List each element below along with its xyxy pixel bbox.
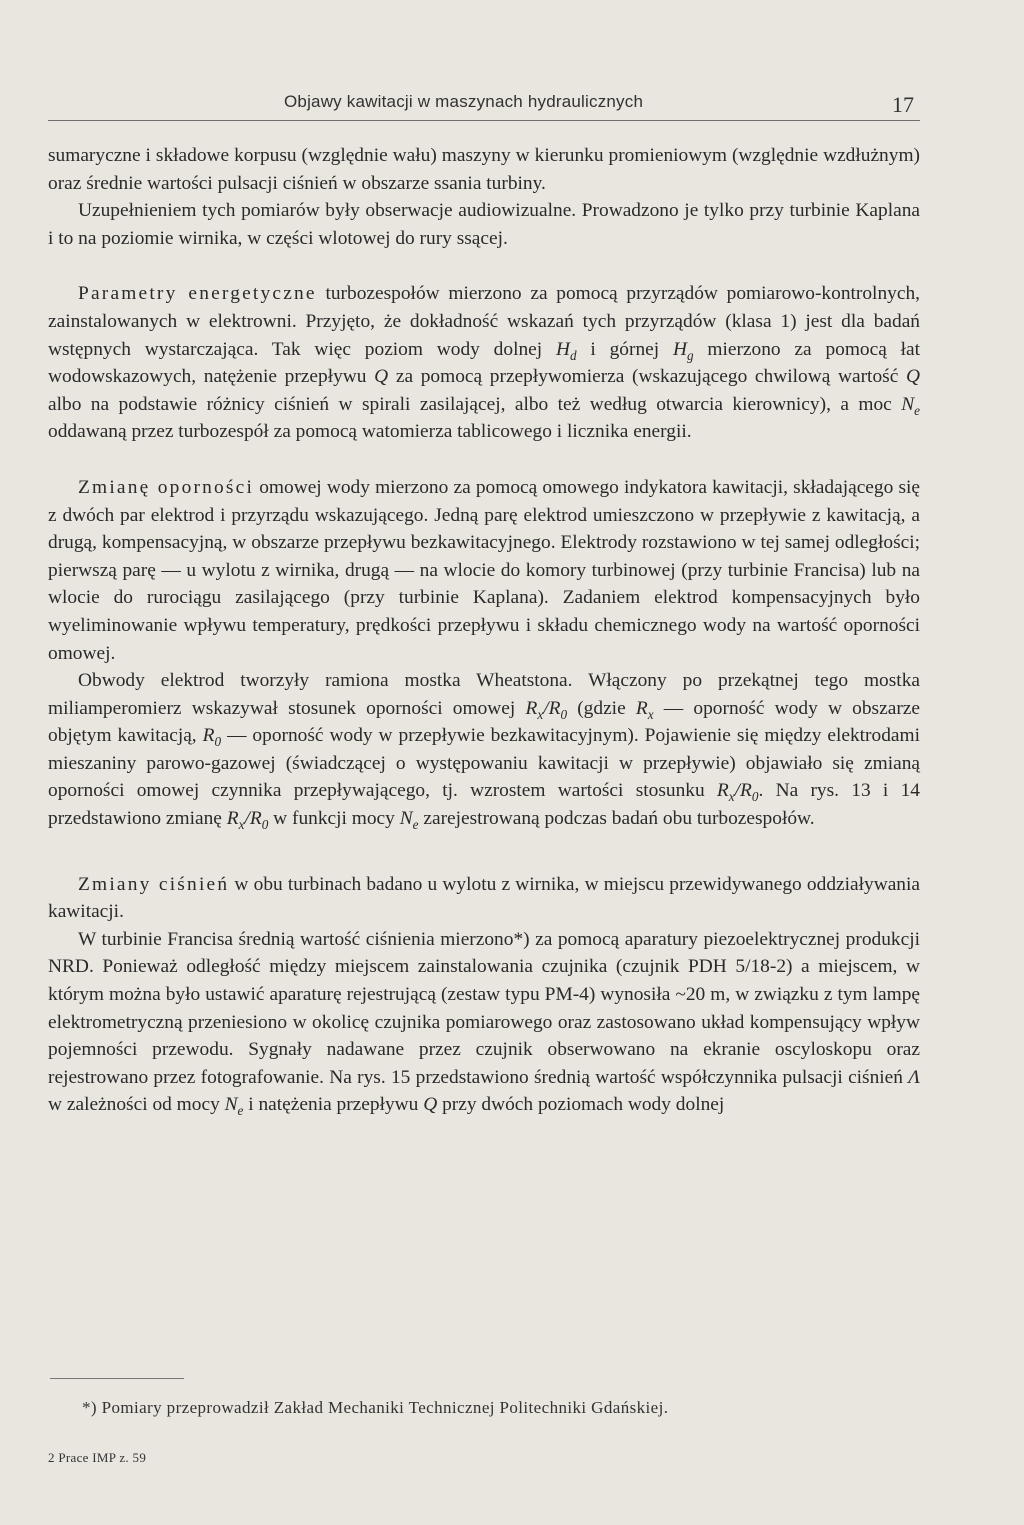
symbol-base: R: [226, 808, 239, 830]
text-run: i górnej: [576, 338, 673, 360]
symbol-subscript: 0: [560, 706, 568, 722]
symbol-ratio: [525, 697, 568, 722]
symbol-base: R: [716, 780, 729, 802]
text-run: . Na rys. 13 i 14 przedstawiono zmianę: [48, 780, 920, 830]
paragraph-6-lead: Zmiany ciśnień: [78, 873, 230, 895]
text-run: w obu turbinach badano u wylotu z wirnika, w miejscu przewidywanego oddziaływania kawitacji.: [48, 873, 920, 923]
body-text: [48, 142, 920, 1119]
paragraph-5: [48, 667, 920, 833]
text-run: Obwody elektrod tworzyły ramiona mostka Wheatstona. Włączony po przekątnej tego mostka miliamperomierz wskazywał stosunek oporności omowej: [48, 670, 920, 719]
text-run: omowej wody mierzono za pomocą omowego indykatora kawitacji, składającego się z dwóch par elektrod i przyrządu wskazującego. Jedną parę elektrod umieszczono w przepływie z kawitacją, a drugą, kompensacyjną, w obszarze przepływu bezkawitacyjnego. Elektrody rozstawiono w tej samej odległości; pierwszą parę — u wylotu z wirnika, drugą — na wlocie do komory turbinowej (przy turbinie Francisa) lub na wlocie do rurociągu zasilającego (przy turbinie Kaplana). Zadaniem elektrod kompensacyjnych było wyeliminowanie wpływu temperatury, prędkości przepływu i składu chemicznego wody na wartość oporności omowej.: [48, 476, 921, 664]
paragraph-1: sumaryczne i składowe korpusu (względnie wału) maszyny w kierunku promieniowym (względnie wzdłużnym) oraz średnie wartości pulsacji ciśnień w obszarze ssania turbiny.: [48, 145, 920, 194]
symbol-subscript: e: [412, 816, 419, 832]
symbol-subscript: x: [728, 789, 735, 805]
symbol-subscript: e: [237, 1103, 244, 1119]
paragraph-3: [48, 280, 920, 446]
paragraph-7: [48, 926, 920, 1119]
symbol-rx: [635, 697, 654, 722]
running-title: Objawy kawitacji w maszynach hydraulicznych: [284, 92, 644, 111]
symbol-ratio: [226, 808, 269, 832]
symbol-base: /R: [734, 780, 752, 802]
text-run: przy dwóch poziomach wody dolnej: [437, 1094, 725, 1116]
symbol-base: R: [525, 697, 538, 719]
paragraph-3-lead: Parametry energetyczne: [78, 283, 317, 305]
text-run: W turbinie Francisa średnią wartość ciśnienia mierzono*) za pomocą aparatury piezoelektrycznej produkcji NRD. Ponieważ odległość między miejscem zainstalowania czujnika (czujnik PDH 5/18-2) a miejscem, w którym można było ustawić aparaturę rejestrującą (zestaw typu PM-4) wynosiła ~20 m, w związku z tym lampę elektrometryczną przeniesiono w okolicę czujnika pomiarowego oraz zastosowano układ kompensujący wpływ pojemności przewodu. Sygnały nadawane przez czujnik obserwowano na ekranie oscyloskopu oraz rejestrowano przez fotografowanie. Na rys. 15 przedstawiono średnią wartość współczynnika pulsacji ciśnień: [48, 928, 920, 1088]
text-run: oddawaną przez turbozespół za pomocą watomierza tablicowego i licznika energii.: [48, 421, 692, 443]
text-run: mierzono za pomocą łat wodowskazowych, natężenie przepływu: [48, 338, 921, 388]
text-run: za pomocą przepływomierza (wskazującego chwilową wartość: [388, 366, 906, 388]
symbol-base: /R: [543, 697, 561, 719]
symbol-q: Q: [374, 366, 389, 388]
text-run: — oporność wody w obszarze objętym kawitacją,: [48, 697, 920, 747]
symbol-ratio: [716, 780, 759, 805]
symbol-base: R: [635, 697, 648, 719]
symbol-subscript: x: [647, 706, 654, 722]
symbol-ne: [901, 393, 920, 418]
text-run: i natężenia przepływu: [243, 1094, 424, 1116]
symbol-subscript: d: [569, 347, 577, 363]
symbol-subscript: g: [686, 347, 694, 363]
symbol-subscript: e: [914, 402, 920, 418]
paragraph-6: [48, 871, 920, 926]
text-run: — oporność wody w przepływie bezkawitacyjnym). Pojawienie się między elektrodami mieszaniny parowo-gazowej (świadczącej o występowaniu kawitacji w przepływie) objawiało się zmianą oporności omowej czynnika przepływającego, tj. wzrostem wartości stosunku: [48, 725, 920, 802]
symbol-subscript: 0: [214, 734, 222, 750]
symbol-base: R: [202, 725, 215, 747]
paragraph-2: Uzupełnieniem tych pomiarów były obserwacje audiowizualne. Prowadzono je tylko przy turbinie Kaplana i to na poziomie wirnika, w części wlotowej do rury ssącej.: [48, 200, 920, 249]
text-run: albo na podstawie różnicy ciśnień w spirali zasilającej, albo też według otwarcia kierownicy), a moc: [48, 393, 902, 415]
symbol-base: H: [672, 338, 687, 360]
symbol-hd: [555, 338, 577, 363]
symbol-base: H: [555, 338, 570, 360]
footnote-rule: [50, 1378, 184, 1379]
symbol-ne: [224, 1094, 244, 1119]
text-run: zarejestrowaną podczas badań obu turbozespołów.: [418, 808, 815, 830]
printer-signature: 2 Prace IMP z. 59: [48, 1450, 147, 1465]
symbol-hg: [672, 338, 694, 363]
symbol-ne: [399, 808, 419, 832]
symbol-q: Q: [423, 1094, 438, 1116]
symbol-subscript: 0: [751, 789, 759, 805]
footnote: *) Pomiary przeprowadził Zakład Mechaniki Technicznej Politechniki Gdańskiej.: [82, 1398, 669, 1417]
paragraph-4: [48, 474, 920, 667]
text-run: w funkcji mocy: [268, 808, 400, 830]
paragraph-4-lead: Zmianę oporności: [78, 476, 255, 498]
symbol-subscript: x: [238, 816, 245, 832]
text-run: turbozespołów mierzono za pomocą przyrządów pomiarowo-kontrolnych, zainstalowanych w elektrowni. Przyjęto, że dokładność wskazań tych przyrządów (klasa 1) jest dla badań wstępnych wystarczająca. Tak więc poziom wody dolnej: [48, 283, 920, 360]
symbol-subscript: 0: [261, 816, 269, 832]
symbol-base: N: [224, 1094, 238, 1116]
page-number: 17: [892, 92, 914, 117]
symbol-base: N: [901, 393, 915, 415]
symbol-base: N: [399, 808, 413, 830]
symbol-lambda: Λ: [908, 1066, 920, 1088]
text-run: w zależności od mocy: [48, 1094, 225, 1116]
symbol-r0: [202, 725, 222, 750]
symbol-base: /R: [244, 808, 262, 830]
symbol-subscript: x: [537, 706, 544, 722]
symbol-q: Q: [905, 366, 920, 388]
text-run: (gdzie: [567, 697, 636, 719]
running-head: [48, 92, 920, 121]
